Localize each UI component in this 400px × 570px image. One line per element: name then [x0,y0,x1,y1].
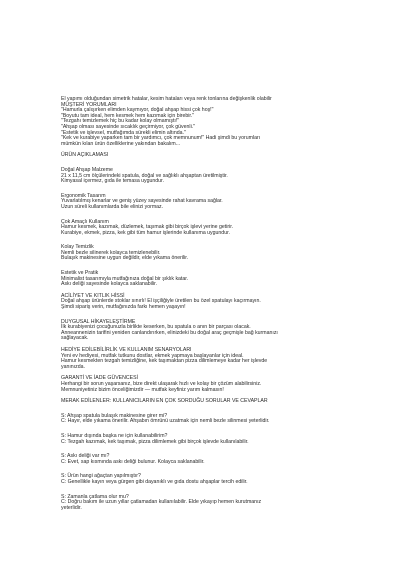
warranty-section [61,376,351,393]
review-quote: "Kek ve kurabiye yaparken tam bir yardımcı, çok memnunum!" Hadi şimdi bu yorumları [61,135,261,142]
feature-text: Kurabiye, ekmek, pizza, kek gibi tüm hamur işlerinde kullanıma uygundur. [61,229,230,236]
feature-text: Uzun süreli kullanımlarda bile elinizi yormaz. [61,203,164,210]
review-quote: "Hamurla çalışırken elimden kaymıyor, doğal ahşap hissi çok hoş!" [61,107,214,114]
faq-item [61,414,351,425]
section-text: Yeni ev hediyesi, mutfak tutkunu dostlar, ekmek yapmaya başlayanlar için ideal. [61,352,244,359]
feature-heading: Çok Amaçlı Kullanım [61,218,109,225]
section-text: Anneannenizin tarifini yeniden canlandırırken, elinizdeki bu doğal araç geçmişle bağ kurmanızı [61,329,278,336]
faq-item [61,454,351,465]
faq-item [61,495,351,512]
faq-answer: C: Genellikle kayın veya gürgen gibi dayanıklı ve gıda dostu ahşaplar tercih edilir. [61,478,248,485]
faq-question: S: Ürün hangi ağaçtan yapılmıştır? [61,473,141,480]
section-text: Memnuniyetiniz bizim önceliğimizdir — mutfak keyfiniz yarım kalmasın! [61,386,224,393]
faq-item [61,474,351,485]
feature-section [61,220,351,237]
feature-text: Hamur kesmek, kazımak, düzlemek, taşımak gibi birçok işlevi yerine getirir. [61,224,234,231]
feature-heading: Ergonomik Tasarım [61,192,106,199]
faq-title: MERAK EDİLENLER: KULLANICILARIN EN ÇOK SORDUĞU SORULAR VE CEVAPLAR [61,398,268,405]
review-quote: "Ahşap olması sayesinde sıcaklık geçirmiyor, çok güvenli." [61,123,196,130]
section-text: Şimdi sipariş verin, mutfağınızda farkı hemen yaşayın! [61,304,186,311]
feature-heading: Estetik ve Pratik [61,270,99,277]
review-quote: "Estetik ve işlevsel, mutfağımda sürekli elimin altında." [61,129,186,136]
section-text: yanınızda. [61,363,85,370]
feature-section [61,194,351,211]
faq-item [61,434,351,445]
review-quote: "Tezgahı temizlemek hiç bu kadar kolay olmamıştı!" [61,118,180,125]
section-text: Hamur kesmekten tezgah temizliğine, kek taşımaktan pizza dilimlemeye kadar her işlevde [61,358,268,365]
faq-answer: C: Evet, sap kısmında askı deliği bulunur. Kolayca saklanabilir. [61,458,205,465]
faq-answer: C: Hayır, elde yıkama önerilir. Ahşabın ömrünü uzatmak için nemli bezle silinmesi yeterlidir. [61,418,270,425]
faq-answer: yeterlidir. [61,504,82,511]
intro-line: El yapımı olduğundan simetrik hatalar, kesim hataları veya renk tonlarına değişkenlik olabilir [61,96,272,102]
faq-answer: C: Doğru bakım ile uzun yıllar çatlamadan kullanılabilir. Elde yıkayıp hemen kurutmanız [61,499,262,506]
feature-text: Askı deliği sayesinde kolayca saklanabilir. [61,281,158,288]
faq-question: S: Zamanla çatlama olur mu? [61,493,129,500]
faq-question: S: Hamur dışında başka ne için kullanabilirim? [61,432,168,439]
feature-section [61,245,351,262]
feature-text: Bulaşık makinesine uygun değildir, elde yıkama önerilir. [61,255,189,262]
story-section [61,320,351,342]
faq-answer: C: Tezgah kazımak, kek taşımak, pizza dilimlemek gibi birçok işlevde kullanılabilir. [61,438,249,445]
section-heading: DUYGUSAL HİKAYELEŞTİRME [61,318,136,325]
feature-section [61,168,351,185]
faq-question: S: Askı deliği var mı? [61,453,110,460]
urgency-section [61,294,351,311]
feature-heading: Kolay Temizlik [61,244,94,251]
feature-text: 21 x 11,5 cm ölçülerindeki spatula, doğal ve sağlıklı ahşaptan üretilmiştir. [61,172,228,179]
section-title: ÜRÜN AÇIKLAMASI [61,152,109,159]
section-text: Herhangi bir sorun yaşarsanız, bize direkt ulaşarak hızlı ve kolay bir çözüm alabilirsiniz. [61,380,262,387]
section-heading: ACİLİYET VE KITLIK HİSSİ [61,292,125,299]
feature-text: Minimalist tasarımıyla mutfağınıza doğal bir şıklık katar. [61,275,189,282]
feature-text: Nemli bezle silinerek kolayca temizlenebilir. [61,249,161,256]
section-text: İlk kurabiyenizi çocuğunuzla birlikte keserken, bu spatula o anın bir parçası olacak. [61,324,251,331]
section-text: Doğal ahşap ürünlerde stoklar sınırlı! El işçiliğiyle üretilen bu özel spatulayı kaçırmayın. [61,298,261,305]
reviews-heading: MÜŞTERİ YORUMLARI [61,101,117,108]
gift-section [61,348,351,370]
section-heading: GARANTİ VE İADE GÜVENCESİ [61,375,138,382]
feature-section [61,271,351,288]
faq-question: S: Ahşap spatula bulaşık makinesine girer mi? [61,412,168,419]
section-heading: HEDİYE EDİLEBİLİRLİK VE KULLANIM SENARYOLARI [61,347,192,353]
feature-text: Yuvarlatılmış kenarlar ve geniş yüzey sayesinde rahat kavrama sağlar. [61,198,223,205]
feature-text: Kimyasal içermez, gıda ile temasa uygundur. [61,178,164,185]
feature-heading: Doğal Ahşap Malzeme [61,166,113,173]
review-quote: "Boyutu tam ideal, hem kesmek hem kazımak için birebir." [61,112,195,119]
section-text: sağlayacak. [61,335,89,342]
document-body [61,97,351,511]
intro-line: mümkün kılan ürün özelliklerine yakından bakalım... [61,140,181,147]
intro-block [61,97,351,147]
